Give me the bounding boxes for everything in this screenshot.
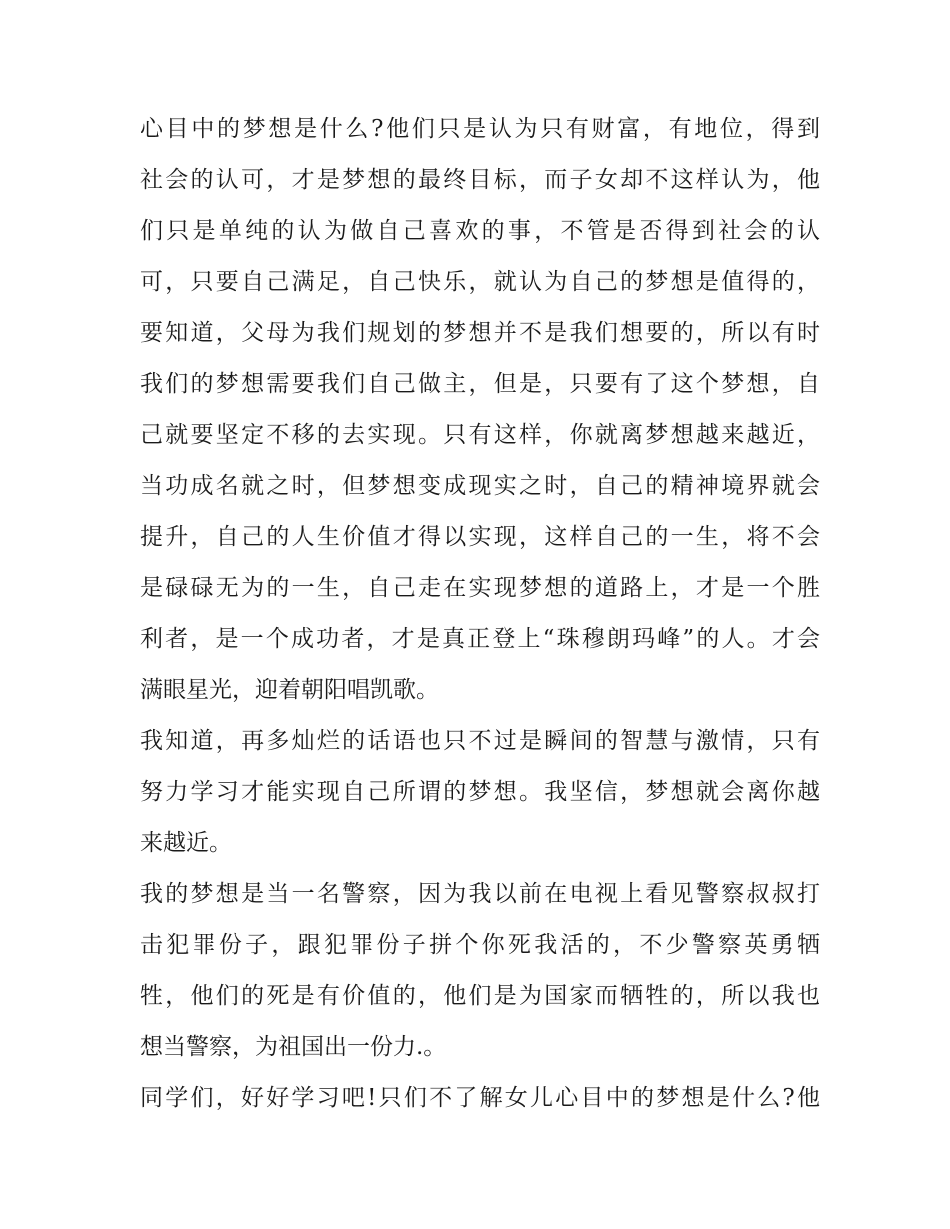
- text-line: 我知道，再多灿烂的话语也只不过是瞬间的智慧与激情，只有: [140, 728, 820, 754]
- text-line: 社会的认可，才是梦想的最终目标，而子女却不这样认为，他: [140, 167, 820, 193]
- text-line: 同学们，好好学习吧!只们不了解女儿心目中的梦想是什么?他: [140, 1085, 820, 1111]
- text-line: 利者，是一个成功者，才是真正登上“珠穆朗玛峰”的人。才会: [140, 626, 820, 652]
- text-line: 满眼星光，迎着朝阳唱凯歌。: [140, 677, 439, 703]
- text-line: 提升，自己的人生价值才得以实现，这样自己的一生，将不会: [140, 524, 820, 550]
- text-line: 可，只要自己满足，自己快乐，就认为自己的梦想是值得的，: [140, 269, 820, 295]
- text-line: 我们的梦想需要我们自己做主，但是，只要有了这个梦想，自: [140, 371, 820, 397]
- text-line: 牲，他们的死是有价值的，他们是为国家而牺牲的，所以我也: [140, 983, 820, 1009]
- text-line: 心目中的梦想是什么?他们只是认为只有财富，有地位，得到: [140, 116, 820, 142]
- text-line: 们只是单纯的认为做自己喜欢的事，不管是否得到社会的认: [140, 218, 820, 244]
- text-line: 当功成名就之时，但梦想变成现实之时，自己的精神境界就会: [140, 473, 820, 499]
- text-line: 己就要坚定不移的去实现。只有这样，你就离梦想越来越近，: [140, 422, 820, 448]
- text-line: 想当警察，为祖国出一份力.。: [140, 1034, 447, 1060]
- text-line: 是碌碌无为的一生，自己走在实现梦想的道路上，才是一个胜: [140, 575, 820, 601]
- text-line: 我的梦想是当一名警察，因为我以前在电视上看见警察叔叔打: [140, 881, 820, 907]
- text-line: 努力学习才能实现自己所谓的梦想。我坚信，梦想就会离你越: [140, 779, 820, 805]
- text-line: 来越近。: [140, 830, 232, 856]
- text-line: 要知道，父母为我们规划的梦想并不是我们想要的，所以有时: [140, 320, 820, 346]
- text-line: 击犯罪份子，跟犯罪份子拼个你死我活的，不少警察英勇牺: [140, 932, 820, 958]
- document-body: [140, 104, 820, 1124]
